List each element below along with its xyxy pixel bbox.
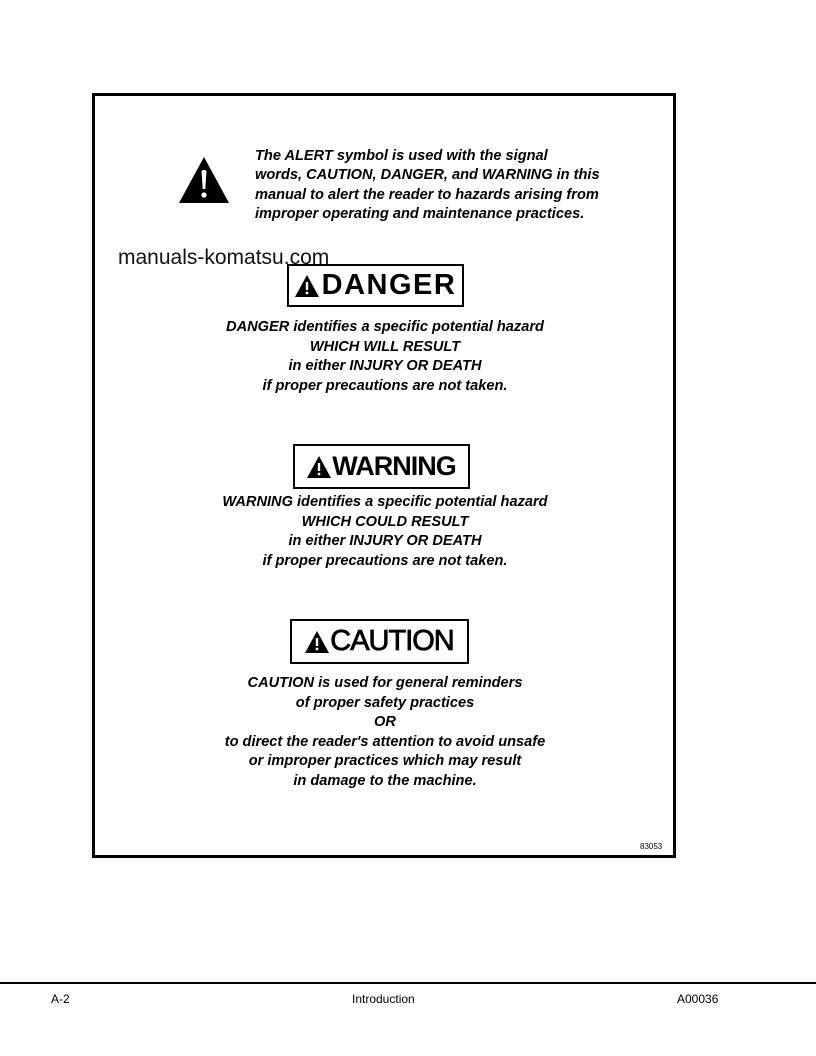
intro-line: The ALERT symbol is used with the signal bbox=[255, 148, 548, 164]
text-line: OR bbox=[374, 714, 396, 730]
section-title: Introduction bbox=[352, 992, 415, 1006]
watermark: manuals-komatsu.com bbox=[118, 246, 330, 269]
text-line: WHICH COULD RESULT bbox=[301, 513, 469, 530]
intro-line: improper operating and maintenance practices. bbox=[255, 205, 585, 222]
text-line: to direct the reader's attention to avoid unsafe bbox=[224, 733, 546, 750]
page-number: A-2 bbox=[51, 992, 70, 1006]
text-line: or improper practices which may result bbox=[248, 753, 522, 769]
signal-word: DANGER bbox=[321, 269, 457, 301]
signal-word: CAUTION bbox=[330, 625, 454, 657]
warning-description bbox=[96, 493, 674, 571]
warning-label bbox=[293, 444, 470, 489]
text-line: if proper precautions are not taken. bbox=[262, 377, 508, 394]
intro-line: words, CAUTION, DANGER, and WARNING in this bbox=[255, 167, 600, 184]
danger-label bbox=[287, 264, 464, 307]
caution-description bbox=[96, 674, 674, 791]
caution-label bbox=[290, 619, 469, 664]
text-line: if proper precautions are not taken. bbox=[262, 552, 508, 569]
danger-description bbox=[96, 318, 674, 396]
intro-text bbox=[255, 147, 655, 224]
text-line: in either INJURY OR DEATH bbox=[288, 533, 482, 549]
alert-triangle-icon bbox=[305, 631, 329, 653]
alert-triangle-icon bbox=[307, 456, 331, 478]
text-line: in either INJURY OR DEATH bbox=[288, 358, 482, 374]
text-line: DANGER identifies a specific potential hazard bbox=[226, 319, 544, 335]
document-id: A00036 bbox=[677, 992, 719, 1006]
text-line: WHICH WILL RESULT bbox=[309, 338, 461, 355]
text-line: of proper safety practices bbox=[295, 694, 475, 711]
intro-line: manual to alert the reader to hazards arising from bbox=[255, 186, 599, 203]
text-line: WARNING identifies a specific potential hazard bbox=[222, 494, 548, 510]
signal-word: WARNING bbox=[332, 451, 456, 481]
text-line: CAUTION is used for general reminders bbox=[247, 675, 523, 691]
text-line: in damage to the machine. bbox=[293, 772, 477, 789]
figure-code: 83053 bbox=[640, 842, 663, 851]
alert-triangle-icon bbox=[295, 275, 319, 297]
alert-triangle-icon bbox=[178, 156, 230, 204]
footer-divider bbox=[0, 982, 816, 984]
